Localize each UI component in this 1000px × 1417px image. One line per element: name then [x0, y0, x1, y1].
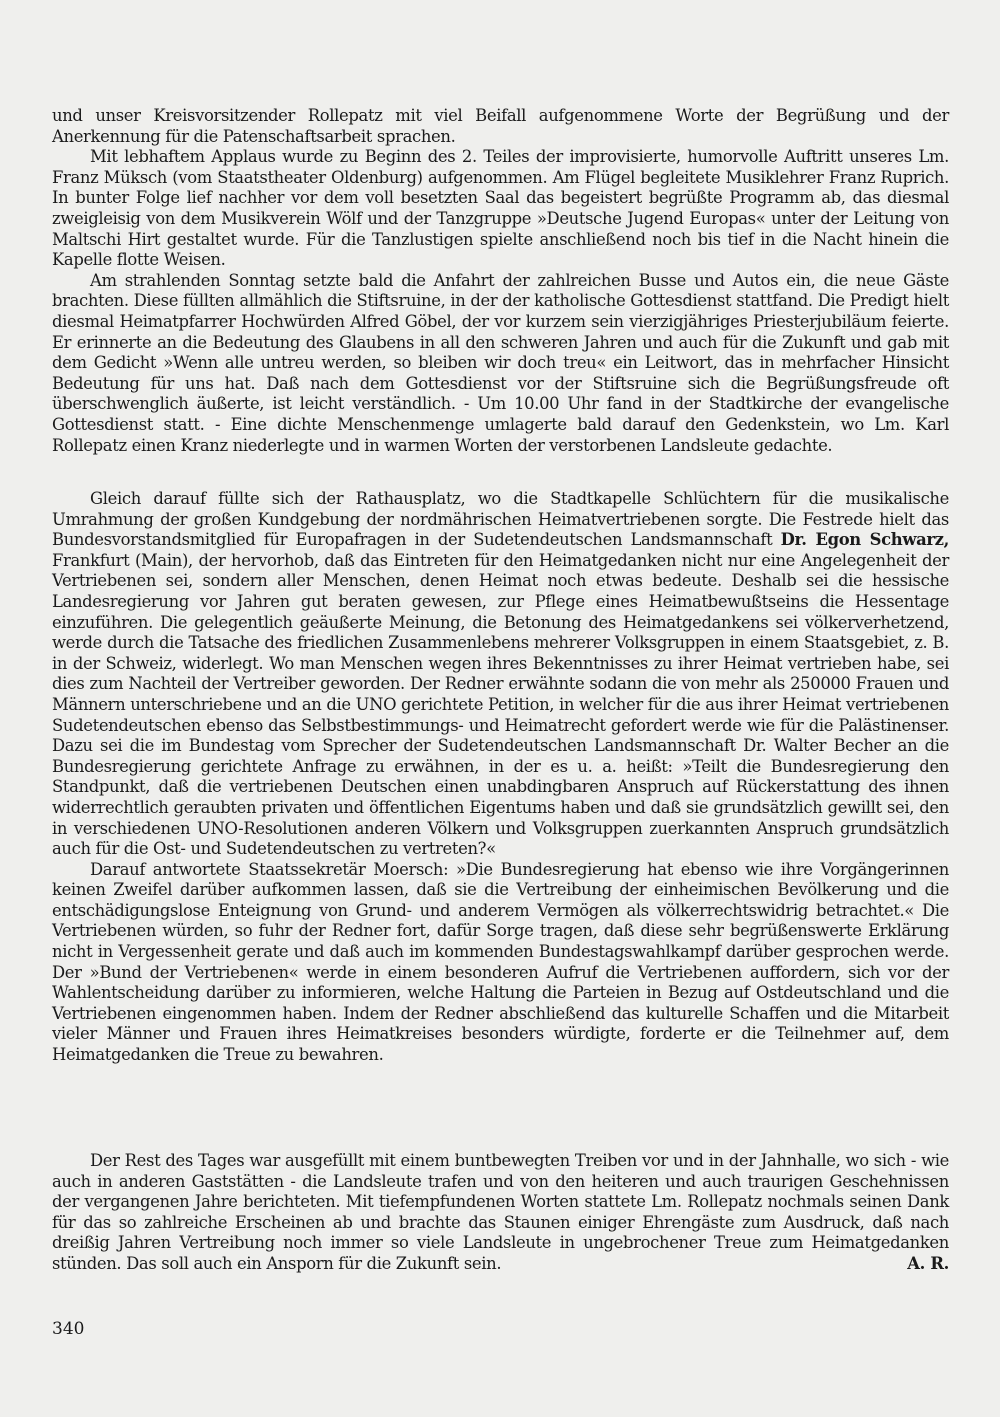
paragraph-4-text-before: Gleich darauf füllte sich der Rathausplatz, wo die Stadtkapelle Schlüchtern für die musikalische Umrahmung der großen Kundgebung der nordmährischen Heimatvertriebenen sorgte. Die Festrede hielt das Bundesvorstandsmitglied für Europafragen in der Sudetendeutschen Landsmannschaft — [52, 489, 949, 550]
paragraph-3: Am strahlenden Sonntag setzte bald die Anfahrt der zahlreichen Busse und Autos ein, die neue Gäste brachten. Diese füllten allmählich die Stiftsruine, in der der katholische Gottesdienst stattfand. Die Predigt hielt diesmal Heimatpfarrer Hochwürden Alfred Göbel, der vor kurzem sein vierzigjähriges Priesterjubiläum feierte. Er erinnerte an die Bedeutung des Glaubens in all den schweren Jahren und auch für die Zukunft und gab mit dem Gedicht »Wenn alle untreu werden, so bleiben wir doch treu« ein Leitwort, das in mehrfacher Hinsicht Bedeutung für uns hat. Daß nach dem Gottesdienst vor der Stiftsruine sich die Begrüßungsfreude oft überschwenglich äußerte, ist leicht verständlich. - Um 10.00 Uhr fand in der Stadtkirche der evangelische Gottesdienst statt. - Eine dichte Menschenmenge umlagerte bald darauf den Gedenkstein, wo Lm. Karl Rollepatz einen Kranz niederlegte und in warmen Worten der verstorbenen Landsleute gedachte. — [52, 270, 949, 455]
paragraph-2: Mit lebhaftem Applaus wurde zu Beginn des 2. Teiles der improvisierte, humorvolle Auftritt unseres Lm. Franz Müksch (vom Staatstheater Oldenburg) aufgenommen. Am Flügel begleitete Musiklehrer Franz Ruprich. In bunter Folge lief nachher vor dem voll besetzten Saal das begeistert begrüßte Programm ab, das diesmal zweigleisig von dem Musikverein Wölf und der Tanzgruppe »Deutsche Jugend Europas« unter der Leitung von Maltschi Hirt gestaltet wurde. Für die Tanzlustigen spielte anschließend noch bis tief in die Nacht hinein die Kapelle flotte Weisen. — [52, 147, 949, 270]
paragraph-6 — [52, 1151, 949, 1275]
text-section-1 — [52, 106, 949, 456]
page-number: 340 — [52, 1319, 85, 1339]
speaker-name: Dr. Egon Schwarz, — [780, 530, 949, 550]
paragraph-1: und unser Kreisvorsitzender Rollepatz mit viel Beifall aufgenommene Worte der Begrüßung und der Anerkennung für die Patenschaftsarbeit sprachen. — [52, 106, 949, 146]
author-signature: A. R. — [907, 1253, 949, 1273]
text-section-3 — [52, 1151, 949, 1275]
paragraph-6-text: Der Rest des Tages war ausgefüllt mit einem buntbewegten Treiben vor und in der Jahnhalle, wo sich - wie auch in anderen Gaststätten - die Landsleute trafen und von den heiteren und auch traurigen Geschehnissen der vergangenen Jahre berichteten. Mit tiefempfundenen Worten stattete Lm. Rollepatz nochmals seinen Dank für das so zahlreiche Erscheinen ab und brachte das Staunen einiger Ehrengäste zum Ausdruck, daß nach dreißig Jahren Vertreibung noch immer so viele Landsleute in ungebrochener Treue zum Heimatgedanken stünden. Das soll auch ein Ansporn für die Zukunft sein. — [52, 1151, 949, 1273]
paragraph-5: Darauf antwortete Staatssekretär Moersch: »Die Bundesregierung hat ebenso wie ihre Vorgängerinnen keinen Zweifel darüber aufkommen lassen, daß sie die Vertreibung der einheimischen Bevölkerung und die entschädigungslose Enteignung von Grund- und anderem Vermögen als völkerrechtswidrig betrachtet.« Die Vertriebenen würden, so fuhr der Redner fort, dafür Sorge tragen, daß diese sehr begrüßenswerte Erklärung nicht in Vergessenheit gerate und daß auch im kommenden Bundestagswahlkampf darüber gesprochen werde. Der »Bund der Vertriebenen« werde in einem besonderen Aufruf die Vertriebenen auffordern, sich vor der Wahlentscheidung darüber zu informieren, welche Haltung die Parteien in Bezug auf Ostdeutschland und die Vertriebenen eingenommen haben. Indem der Redner abschließend das kulturelle Schaffen und die Mitarbeit vieler Männer und Frauen ihres Heimatkreises besonders würdigte, forderte er die Teilnehmer auf, dem Heimatgedanken die Treue zu bewahren. — [52, 859, 949, 1065]
paragraph-4-text-after: Frankfurt (Main), der hervorhob, daß das Eintreten für den Heimatgedanken nicht nur eine Angelegenheit der Vertriebenen sei, sondern aller Menschen, denen Heimat noch etwas bedeute. Deshalb sei die hessische Landesregierung vor Jahren gut beraten gewesen, zur Pflege eines Heimatbewußtseins die Hessentage einzuführen. Die gelegentlich geäußerte Meinung, die Betonung des Heimatgedankens sei völkerverhetzend, werde durch die Tatsache des friedlichen Zusammenlebens mehrerer Volksgruppen in einem Staatsgebiet, z. B. in der Schweiz, widerlegt. Wo man Menschen wegen ihres Bekenntnisses zu ihrer Heimat vertrieben habe, sei dies zum Nachteil der Vertreiber geworden. Der Redner erwähnte sodann die von mehr als 250000 Frauen und Männern unterschriebene und an die UNO gerichtete Petition, in welcher für die aus ihrer Heimat vertriebenen Sudetendeutschen ebenso das Selbstbestimmungs- und Heimatrecht gefordert werde wie für die Palästinenser. Dazu sei die im Bundestag vom Sprecher der Sudetendeutschen Landsmannschaft Dr. Walter Becher an die Bundesregierung gerichtete Anfrage zu erwähnen, in der es u. a. heißt: »Teilt die Bundesregierung den Standpunkt, daß die vertriebenen Deutschen einen unabdingbaren Anspruch auf Rückerstattung des ihnen widerrechtlich geraubten privaten und öffentlichen Eigentums haben und daß sie grundsätzlich gewillt sei, den in verschiedenen UNO-Resolutionen anderen Völkern und Volksgruppen zuerkannten Anspruch grundsätzlich auch für die Ost- und Sudetendeutschen zu vertreten?« — [52, 550, 949, 859]
text-section-2 — [52, 489, 949, 1066]
paragraph-4 — [52, 489, 949, 860]
